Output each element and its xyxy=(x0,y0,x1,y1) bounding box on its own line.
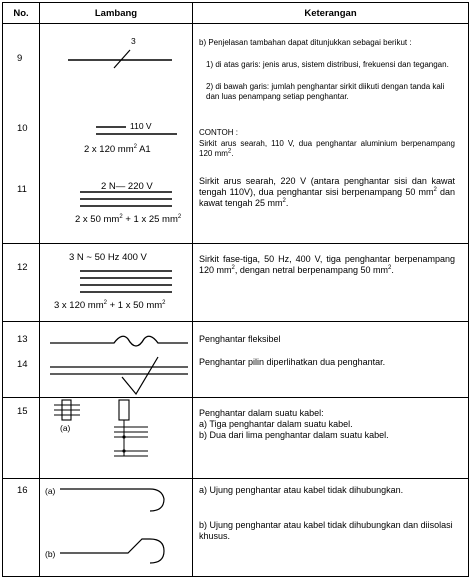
header-no: No. xyxy=(3,3,40,24)
desc-contoh-text: Sirkit arus searah, 110 V, dua penghantar aluminium berpenampang 120 $mm^2$. xyxy=(199,139,455,158)
row-number-11: 11 xyxy=(17,184,27,195)
tick-mark-symbol xyxy=(114,50,130,68)
desc-b1: 1) di atas garis: jenis arus, sistem distribusi, frekuensi dan tegangan. xyxy=(206,60,449,69)
desc-row-12: Sirkit fase-tiga, 50 Hz, 400 V, tiga penghantar berpenampang 120 $mm^2$, dengan netral berpenampang 50 $mm^2$. xyxy=(199,254,455,275)
cross-section-label-12: 3 x 120 $mm^2 + 1$ x 50 $mm^2$ xyxy=(54,299,166,311)
row-number-15: 15 xyxy=(17,406,28,417)
desc-row-16-a: a) Ujung penghantar atau kabel tidak dihubungkan. xyxy=(199,485,404,495)
cross-section-label-11: 2 x 50 $mm^2 + 1$ x 25 $mm^2$ xyxy=(75,213,182,225)
header-lambang: Lambang xyxy=(40,3,193,24)
flexible-conductor-symbol xyxy=(50,336,188,346)
desc-row-15-a: a) Tiga penghantar dalam suatu kabel. xyxy=(199,419,353,429)
table-row-16 xyxy=(3,479,469,577)
voltage-label-12: 3 N ~ 50 Hz 400 V xyxy=(69,252,147,263)
conductor-symbols-9-11 xyxy=(40,24,193,244)
table-row-9-11 xyxy=(3,24,469,244)
row-number-16: 16 xyxy=(17,485,28,496)
desc-contoh: CONTOH : xyxy=(199,128,238,137)
desc-row-15-b: b) Dua dari lima penghantar dalam suatu kabel. xyxy=(199,430,389,440)
desc-b2: 2) di bawah garis: jumlah penghantar sirkit diikuti dengan tanda kali dan luas penampang setiap penghantar. xyxy=(206,82,445,101)
row-number-12: 12 xyxy=(17,262,28,273)
table-header-row xyxy=(3,3,469,24)
end-label-b: (b) xyxy=(45,549,56,559)
row-number-14: 14 xyxy=(17,359,28,370)
table-row-12 xyxy=(3,244,469,322)
header-keterangan: Keterangan xyxy=(193,3,469,24)
desc-row-13: Penghantar fleksibel xyxy=(199,334,281,344)
unconnected-end-symbol xyxy=(60,489,164,511)
desc-row-15-title: Penghantar dalam suatu kabel: xyxy=(199,408,324,418)
table-row-13-14 xyxy=(3,322,469,398)
row-number-13: 13 xyxy=(17,334,28,345)
insulated-end-symbol xyxy=(60,539,164,563)
cable-label-a: (a) xyxy=(60,423,71,433)
voltage-label-11: 2 N— 220 V xyxy=(101,181,153,192)
row-number-9: 9 xyxy=(17,53,23,64)
cable-symbols xyxy=(40,398,193,479)
symbols-table xyxy=(2,2,469,577)
twisted-conductor-symbol xyxy=(122,357,158,394)
desc-row-14: Penghantar pilin diperlihatkan dua penghantar. xyxy=(199,357,386,367)
end-label-a: (a) xyxy=(45,486,56,496)
row-number-10: 10 xyxy=(17,123,28,134)
cross-section-label-10: 2 x 120 $mm^2$ A1 xyxy=(84,143,151,155)
cable-end-symbols xyxy=(40,479,193,577)
desc-row-11: Sirkit arus searah, 220 V (antara penghantar sisi dan kawat tengah 110V), dua penghantar sisi berpenampang 50 $mm^2$ dan kawat tengah 25 $mm^2$. xyxy=(199,176,455,208)
tick-count-label: 3 xyxy=(131,36,136,46)
desc-b-intro: b) Penjelasan tambahan dapat ditunjukkan sebagai berikut : xyxy=(199,38,412,47)
table-row-15 xyxy=(3,398,469,479)
desc-row-16-b: b) Ujung penghantar atau kabel tidak dihubungkan dan diisolasi khusus. xyxy=(199,520,453,541)
flexible-and-twisted-symbols xyxy=(40,322,193,398)
voltage-label-10: 110 V xyxy=(130,121,152,131)
